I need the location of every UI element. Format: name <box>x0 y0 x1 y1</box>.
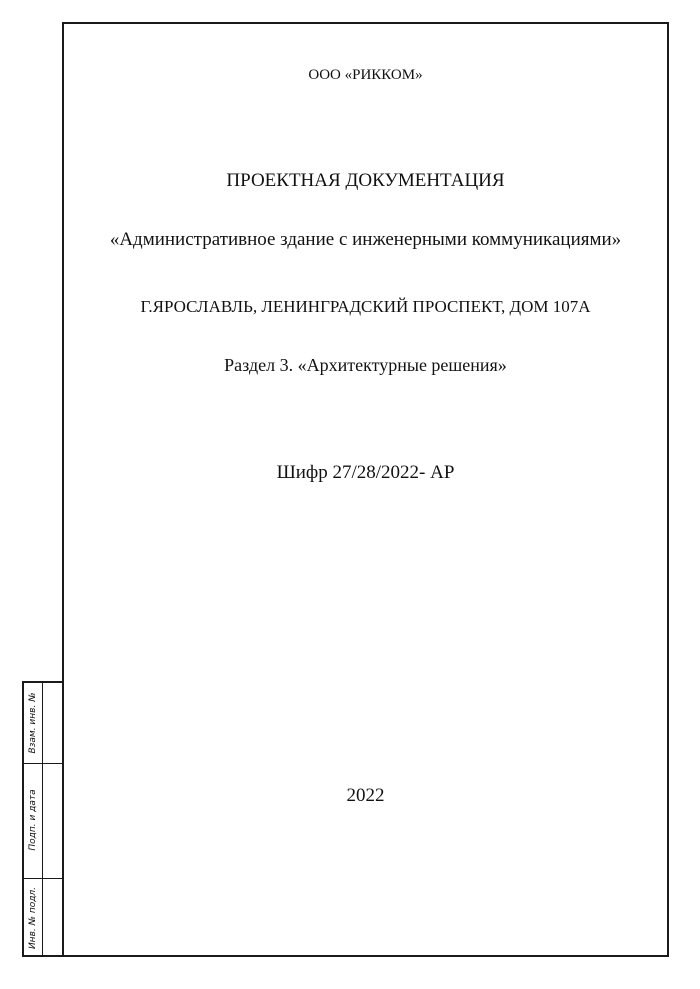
organization-name: ООО «РИККОМ» <box>308 67 423 83</box>
stamp-replacement-inv-label: Взам. инв. № <box>28 692 38 754</box>
stamp-original-inv-label: Инв. № подл. <box>28 886 38 950</box>
stamp-row-divider <box>24 878 62 879</box>
document-type-heading: ПРОЕКТНАЯ ДОКУМЕНТАЦИЯ <box>226 170 505 191</box>
object-address: Г.ЯРОСЛАВЛЬ, ЛЕНИНГРАДСКИЙ ПРОСПЕКТ, ДОМ 107А <box>140 297 591 316</box>
stamp-row-divider <box>24 763 62 764</box>
object-name: «Административное здание с инженерными коммуникациями» <box>109 229 622 250</box>
side-stamp-block <box>22 681 62 957</box>
document-year: 2022 <box>346 785 385 806</box>
page-border-frame <box>62 22 669 957</box>
stamp-signature-date-label: Подп. и дата <box>28 789 38 851</box>
stamp-vertical-divider <box>42 683 43 957</box>
document-code: Шифр 27/28/2022- АР <box>276 462 455 483</box>
section-title: Раздел 3. «Архитектурные решения» <box>224 355 507 375</box>
